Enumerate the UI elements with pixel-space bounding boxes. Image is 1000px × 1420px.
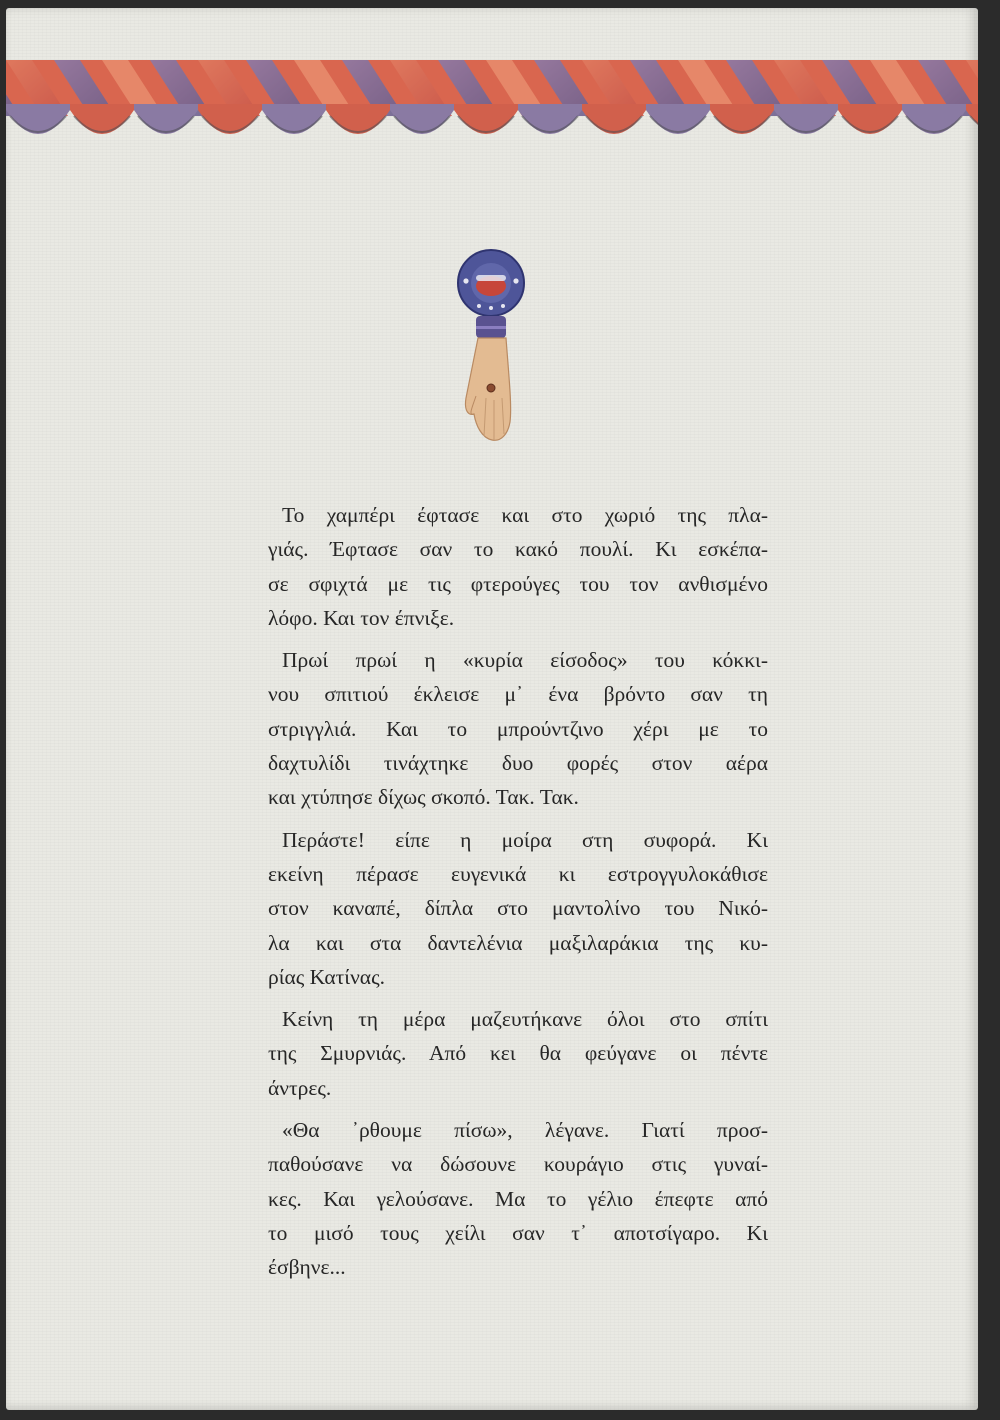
- hand-knocker-illustration: [446, 248, 536, 458]
- text-line: «Θα ᾽ρθουμε πίσω», λέγανε. Γιατί προσ-: [282, 1118, 768, 1143]
- text-line: ρίας Κατίνας.: [268, 964, 385, 989]
- awning-scallop: [6, 104, 70, 134]
- awning-scallop: [902, 104, 966, 134]
- text-line: σε σφιχτά με τις φτερούγες του τον ανθισμένο: [268, 571, 768, 596]
- awning-scallop: [774, 104, 838, 134]
- awning-scallop: [518, 104, 582, 134]
- text-line: κες. Και γελούσανε. Μα το γέλιο έπεφτε από: [268, 1186, 768, 1211]
- text-line: Περάστε! είπε η μοίρα στη συφορά. Κι: [282, 827, 768, 852]
- paragraph-1: [268, 498, 768, 635]
- text-line: λα και στα δαντελένια μαξιλαράκια της κυ-: [268, 930, 768, 955]
- awning-illustration: [6, 60, 978, 160]
- text-line: Το χαμπέρι έφτασε και στο χωριό της πλα-: [282, 503, 768, 527]
- text-line: παθούσανε να δώσουνε κουράγιο στις γυναί-: [268, 1152, 768, 1177]
- text-line: στον καναπέ, δίπλα στο μαντολίνο του Νικό-: [268, 896, 768, 921]
- awning-scallop: [454, 104, 518, 134]
- text-line: Πρωί πρωί η «κυρία είσοδος» του κόκκι-: [282, 648, 768, 673]
- text-line: εκείνη πέρασε ευγενικά κι εστρογγυλοκάθισε: [268, 861, 768, 886]
- awning-scallop: [134, 104, 198, 134]
- awning-scallop: [646, 104, 710, 134]
- text-line: άντρες.: [268, 1075, 332, 1100]
- awning-scallop: [262, 104, 326, 134]
- text-line: γιάς. Έφτασε σαν το κακό πουλί. Κι εσκέπα-: [268, 537, 768, 562]
- awning-scallop: [710, 104, 774, 134]
- paragraph-4: [268, 1002, 768, 1105]
- paragraph-3: [268, 823, 768, 994]
- story-excerpt: [268, 498, 768, 1293]
- awning-scallop: [326, 104, 390, 134]
- text-line: έσβηνε...: [268, 1255, 346, 1280]
- paragraph-2: [268, 643, 768, 814]
- awning-scallop: [838, 104, 902, 134]
- paragraph-5: [268, 1113, 768, 1284]
- awning-scallop: [198, 104, 262, 134]
- book-back-cover: [6, 8, 978, 1410]
- text-line: της Σμυρνιάς. Από κει θα φεύγανε οι πέντε: [268, 1041, 768, 1066]
- text-line: στριγγλιά. Και το μπρούντζινο χέρι με το: [268, 716, 768, 741]
- text-line: το μισό τους χείλι σαν τ᾽ αποτσίγαρο. Κι: [268, 1220, 768, 1245]
- text-line: Κείνη τη μέρα μαζευτήκανε όλοι στο σπίτι: [282, 1007, 768, 1032]
- text-line: και χτύπησε δίχως σκοπό. Τακ. Τακ.: [268, 785, 579, 810]
- text-line: δαχτυλίδι τινάχτηκε δυο φορές στον αέρα: [268, 751, 768, 776]
- text-line: νου σπιτιού έκλεισε μ᾽ ένα βρόντο σαν τη: [268, 682, 768, 707]
- awning-scallop: [70, 104, 134, 134]
- text-line: λόφο. Και τον έπνιξε.: [268, 605, 455, 630]
- awning-scallop: [582, 104, 646, 134]
- awning-scallop: [390, 104, 454, 134]
